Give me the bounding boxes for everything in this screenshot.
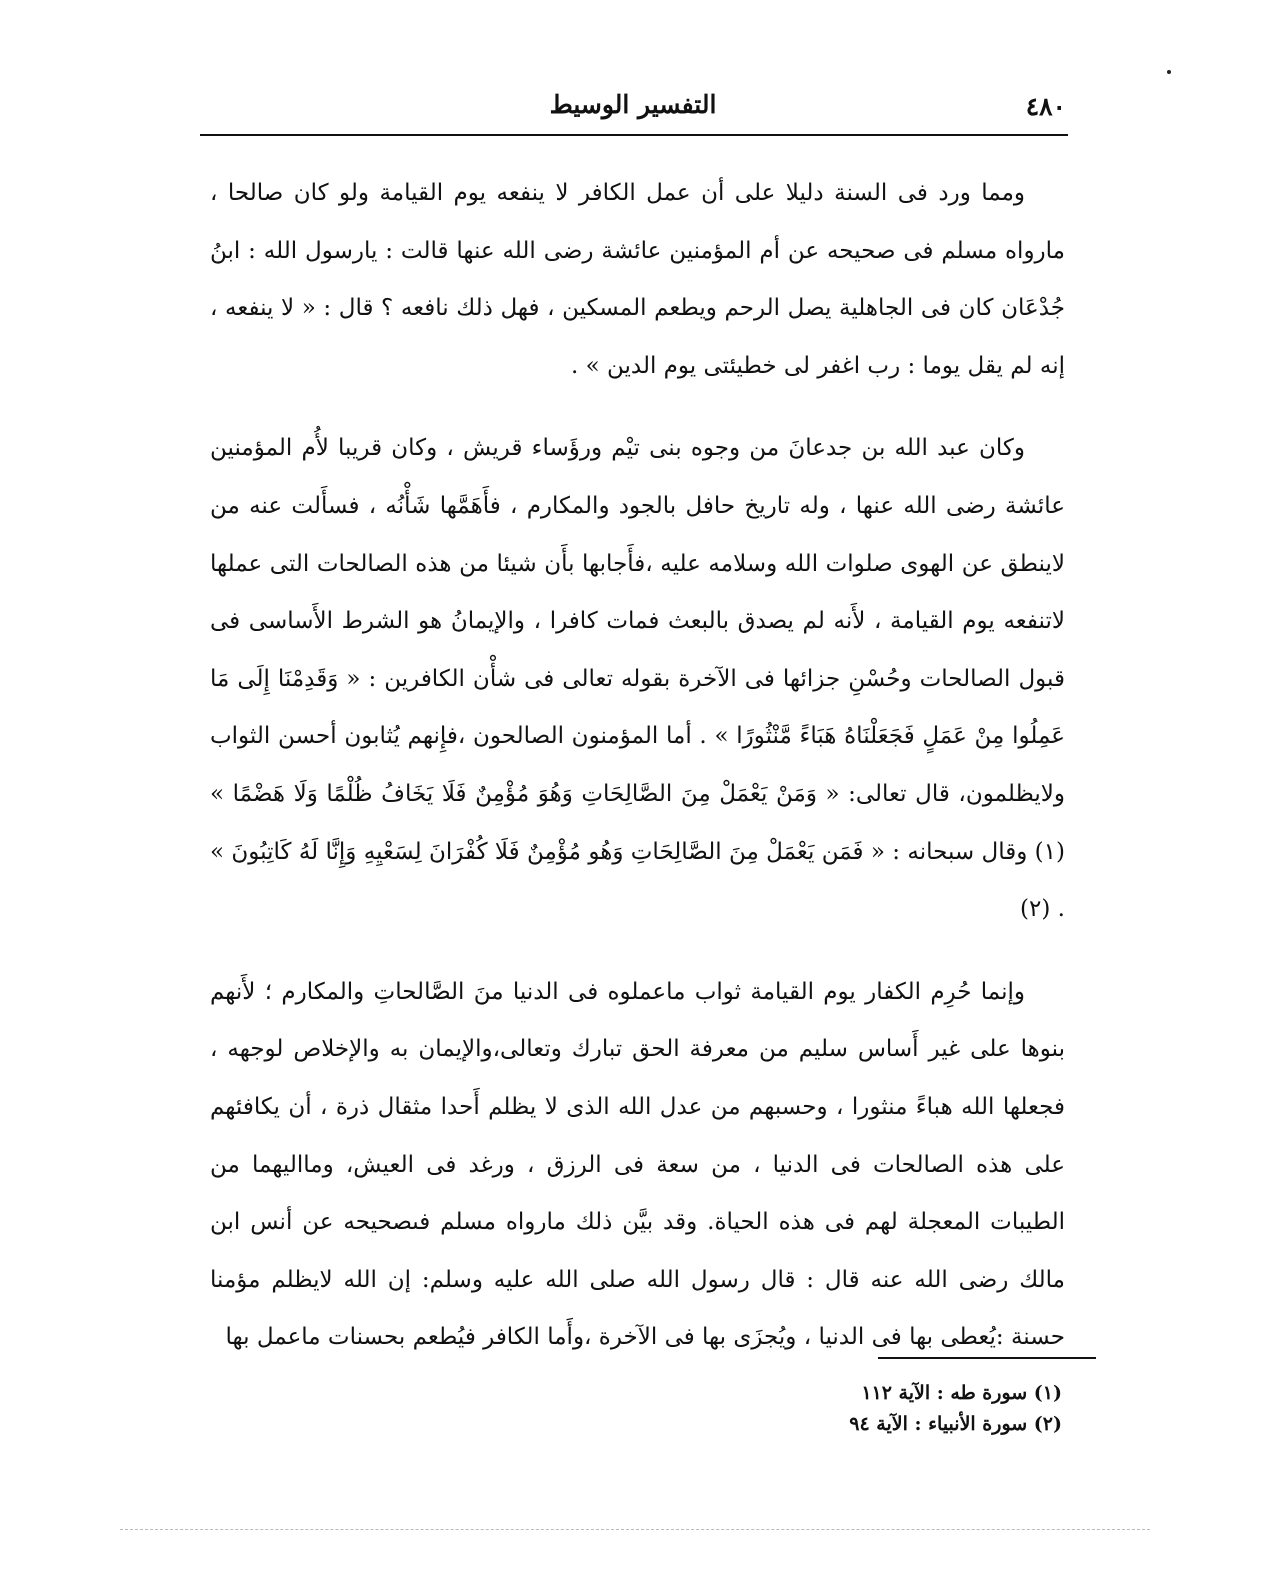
footnote-2: (٢) سورة الأنبياء : الآية ٩٤ <box>849 1413 1062 1435</box>
header-rule <box>200 134 1068 136</box>
footnote-rule <box>878 1357 1096 1359</box>
footnotes <box>700 1378 1062 1440</box>
paragraph-2: وكان عبد الله بن جدعانَ من وجوه بنى تيْم ورؤَساء قريش ، وكان قريبا لأُم المؤمنين عائشة رضى الله عنها ، وله تاريخ حافل بالجود والمكارم ، فأَهَمَّها شَأْنُه ، فسأَلت عنه من لاينطق عن الهوى صلوات الله وسلامه عليه ،فأَجابها بأَن شيئا من هذه الصالحات التى عملها لاتنفعه يوم القيامة ، لأَنه لم يصدق بالبعث فمات كافرا ، والإيمانُ هو الشرط الأَساسى فى قبول الصالحات وحُسْنِ جزائها فى الآخرة بقوله تعالى فى شأْن الكافرين : « وَقَدِمْنَا إِلَى مَا عَمِلُوا مِنْ عَمَلٍ فَجَعَلْنَاهُ هَبَاءً مَّنْثُورًا » . أما المؤمنون الصالحون ،فإِنهم يُثابون أحسن الثواب ولايظلمون، قال تعالى: « وَمَنْ يَعْمَلْ مِنَ الصَّالِحَاتِ وَهُوَ مُؤْمِنٌ فَلَا يَخَافُ ظُلْمًا وَلَا هَضْمًا » (١) وقال سبحانه : « فَمَن يَعْمَلْ مِنَ الصَّالِحَاتِ وَهُو مُؤْمِنٌ فَلَا كُفْرَانَ لِسَعْيِهِ وَإِنَّا لَهُ كَاتِبُونَ » . (٢) <box>210 435 1065 923</box>
body-text <box>210 165 1065 1367</box>
footnote-1: (١) سورة طه : الآية ١١٢ <box>861 1382 1062 1404</box>
scan-speck <box>1167 70 1171 74</box>
paragraph-3: وإنما حُرِم الكفار يوم القيامة ثواب ماعملوه فى الدنيا منَ الصَّالحاتِ والمكارم ؛ لأَنهم بنوها على غير أَساس سليم من معرفة الحق تبارك وتعالى،والإيمان به والإخلاص لوجهه ، فجعلها الله هباءً منثورا ، وحسبهم من عدل الله الذى لا يظلم أَحدا مثقال ذرة ، أن يكافئهم على هذه الصالحات فى الدنيا ، من سعة فى الرزق ، ورغد فى العيش، ومااليهما من الطيبات المعجلة لهم فى هذه الحياة. وقد بيَّن ذلك مارواه مسلم فىصحيحه عن أنس ابن مالك رضى الله عنه قال : قال رسول الله صلى الله عليه وسلم: إن الله لايظلم مؤمنا حسنة :يُعطى بها فى الدنيا ، ويُجزَى بها فى الآخرة ،وأَما الكافر فيُطعم بحسنات ماعمل بها <box>210 978 1065 1351</box>
running-title: التفسير الوسيط <box>549 90 717 119</box>
page-header <box>200 88 1066 128</box>
paragraph-1: ومما ورد فى السنة دليلا على أن عمل الكافر لا ينفعه يوم القيامة ولو كان صالحا ، مارواه مسلم فى صحيحه عن أم المؤمنين عائشة رضى الله عنها قالت : يارسول الله : ابنُ جُدْعَان كان فى الجاهلية يصل الرحم ويطعم المسكين ، فهل ذلك نافعه ؟ قال : « لا ينفعه ، إنه لم يقل يوما : رب اغفر لى خطيئتى يوم الدين » . <box>210 180 1065 379</box>
page-number: ٤٨٠ <box>1025 92 1066 121</box>
scan-edge-line <box>120 1529 1150 1531</box>
